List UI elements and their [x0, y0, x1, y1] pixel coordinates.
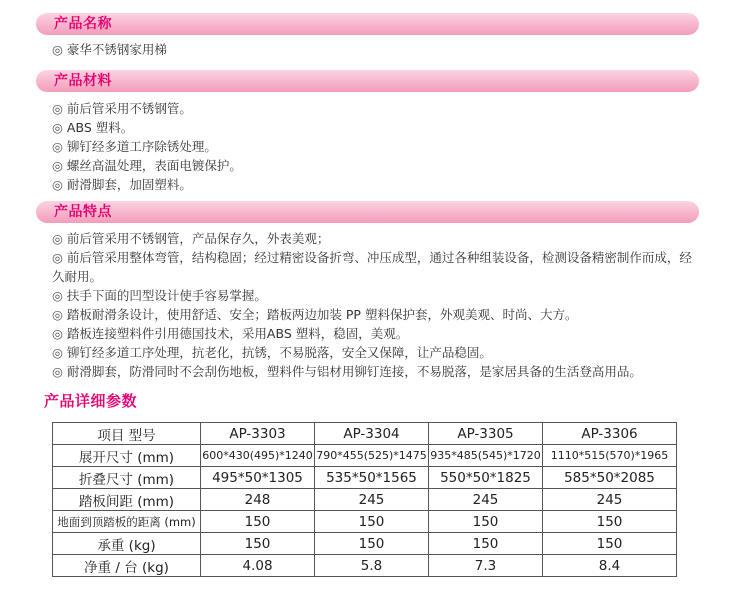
- bullet-icon: ◎: [52, 345, 63, 360]
- bullet-icon: ◎: [52, 364, 63, 379]
- name-list: [52, 40, 167, 59]
- section-title-params: 产品详细参数: [44, 392, 138, 410]
- bullet-icon: ◎: [52, 42, 63, 57]
- table-cell: 248: [201, 489, 315, 511]
- table-cell: 550*50*1825: [429, 467, 543, 489]
- spec-table: [52, 422, 677, 577]
- table-cell: 4.08: [201, 555, 315, 577]
- list-item: ◎ 踏板耐滑条设计，使用舒适、安全；踏板两边加装 PP 塑料保护套，外观美观、时尚、大方。: [52, 307, 578, 322]
- bullet-icon: ◎: [52, 139, 63, 154]
- bullet-icon: ◎: [52, 250, 63, 265]
- table-cell: 150: [315, 533, 429, 555]
- list-item: ◎ 豪华不锈钢家用梯: [52, 42, 167, 57]
- table-cell: 8.4: [543, 555, 677, 577]
- table-cell: 5.8: [315, 555, 429, 577]
- table-cell: 150: [201, 533, 315, 555]
- section-bar-material: [36, 70, 699, 92]
- features-list: [52, 229, 692, 381]
- table-row: [53, 511, 677, 533]
- list-item: ◎ 踏板连接塑料件引用德国技术，采用ABS 塑料，稳固，美观。: [52, 326, 409, 341]
- table-row: [53, 533, 677, 555]
- header-cell: 项目 型号: [53, 423, 201, 445]
- table-header-row: [53, 423, 677, 445]
- section-bar-features: [36, 201, 699, 223]
- list-item: ◎ 螺丝高温处理，表面电镀保护。: [52, 158, 242, 173]
- table-cell: 7.3: [429, 555, 543, 577]
- section-title-name: 产品名称: [54, 16, 112, 32]
- bullet-icon: ◎: [52, 326, 63, 341]
- list-item: ◎ 铆钉经多道工序除锈处理。: [52, 139, 217, 154]
- table-cell: 535*50*1565: [315, 467, 429, 489]
- table-row: [53, 467, 677, 489]
- header-cell: AP-3303: [201, 423, 315, 445]
- table-row: [53, 445, 677, 467]
- table-cell: 150: [429, 533, 543, 555]
- table-cell: 150: [315, 511, 429, 533]
- row-label: 展开尺寸 (mm): [53, 445, 201, 467]
- section-title-features: 产品特点: [54, 204, 112, 220]
- table-cell: 935*485(545)*1720: [429, 445, 543, 467]
- list-item: ◎ 前后管采用整体弯管，结构稳固；经过精密设备折弯、冲压成型，通过各种组装设备，检测设备精密制作而成，经久耐用。: [52, 250, 692, 284]
- table-cell: 150: [201, 511, 315, 533]
- table-cell: 150: [543, 533, 677, 555]
- material-list: [52, 99, 242, 194]
- section-bar-name: [36, 13, 699, 35]
- section-title-material: 产品材料: [54, 73, 112, 89]
- row-label: 踏板间距 (mm): [53, 489, 201, 511]
- table-row: [53, 489, 677, 511]
- table-cell: 1110*515(570)*1965: [543, 445, 677, 467]
- table-cell: 495*50*1305: [201, 467, 315, 489]
- table-cell: 790*455(525)*1475: [315, 445, 429, 467]
- list-item: ◎ 扶手下面的凹型设计使手容易掌握。: [52, 288, 267, 303]
- header-cell: AP-3304: [315, 423, 429, 445]
- table-cell: 245: [543, 489, 677, 511]
- bullet-icon: ◎: [52, 288, 63, 303]
- table-cell: 245: [315, 489, 429, 511]
- header-cell: AP-3305: [429, 423, 543, 445]
- table-cell: 150: [543, 511, 677, 533]
- table-cell: 585*50*2085: [543, 467, 677, 489]
- list-item: ◎ 耐滑脚套，防滑同时不会刮伤地板，塑料件与铝材用铆钉连接，不易脱落，是家居具备的生活登高用品。: [52, 364, 642, 379]
- table-cell: 150: [429, 511, 543, 533]
- row-label: 折叠尺寸 (mm): [53, 467, 201, 489]
- list-item: ◎ ABS 塑料。: [52, 120, 134, 135]
- list-item: ◎ 前后管采用不锈钢管，产品保存久，外表美观；: [52, 231, 330, 246]
- row-label: 地面到顶踏板的距离 (mm): [53, 511, 201, 533]
- bullet-icon: ◎: [52, 177, 63, 192]
- header-cell: AP-3306: [543, 423, 677, 445]
- table-cell: 245: [429, 489, 543, 511]
- table-cell: 600*430(495)*1240: [201, 445, 315, 467]
- list-item: ◎ 前后管采用不锈钢管。: [52, 101, 192, 116]
- row-label: 承重 (kg): [53, 533, 201, 555]
- bullet-icon: ◎: [52, 120, 63, 135]
- row-label: 净重 / 台 (kg): [53, 555, 201, 577]
- bullet-icon: ◎: [52, 158, 63, 173]
- table-row: [53, 555, 677, 577]
- bullet-icon: ◎: [52, 307, 63, 322]
- list-item: ◎ 耐滑脚套，加固塑料。: [52, 177, 192, 192]
- list-item: ◎ 铆钉经多道工序处理，抗老化，抗锈，不易脱落，安全又保障，让产品稳固。: [52, 345, 492, 360]
- bullet-icon: ◎: [52, 101, 63, 116]
- bullet-icon: ◎: [52, 231, 63, 246]
